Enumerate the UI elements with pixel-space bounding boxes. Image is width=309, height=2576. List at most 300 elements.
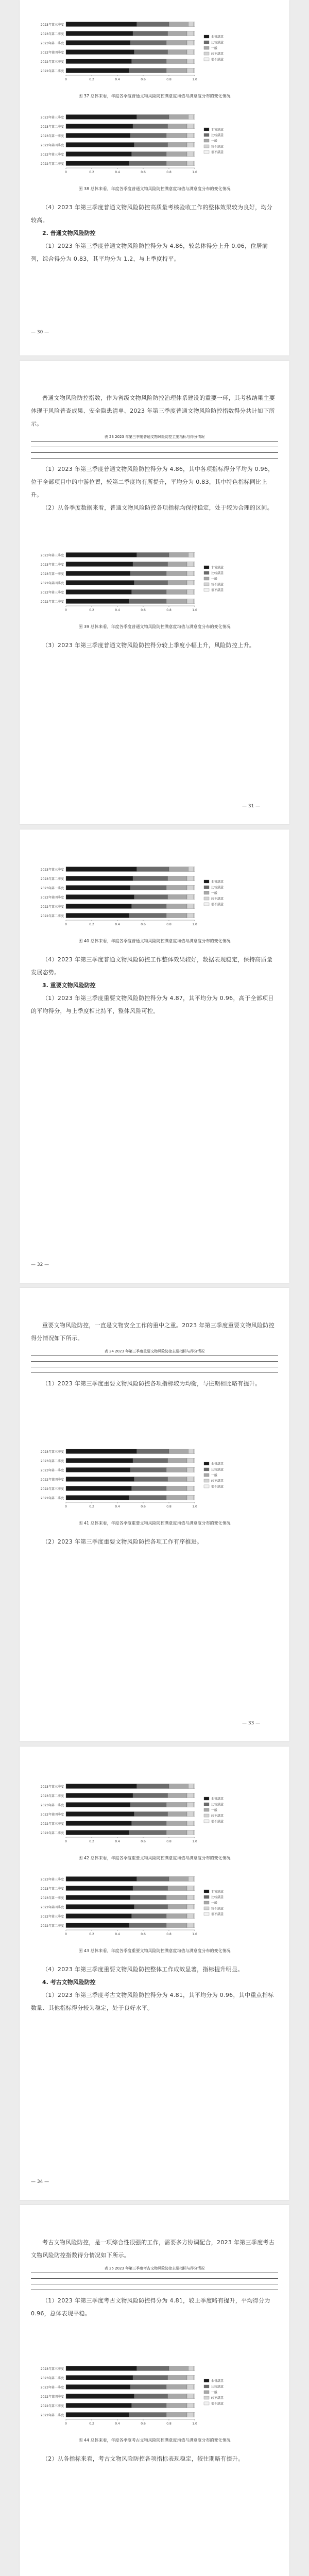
bar-segment: [132, 2403, 167, 2408]
category-label: 2022年第二季度: [40, 2414, 64, 2417]
x-tick-label: 1.0: [192, 1505, 197, 1509]
legend-swatch: [204, 2391, 209, 2394]
stacked-bar-chart: [31, 546, 239, 618]
bar-segment: [132, 1914, 167, 1919]
x-tick-label: 0.2: [89, 2422, 94, 2426]
legend-label: 较不满意: [211, 1814, 224, 1818]
bar-segment: [194, 1886, 195, 1891]
bar-segment: [169, 867, 188, 872]
bar-segment: [187, 69, 194, 73]
bar-segment: [194, 913, 195, 918]
bar-segment: [129, 599, 167, 604]
x-tick-label: 0.8: [166, 171, 171, 174]
legend-label: 一般: [211, 139, 218, 143]
bar-segment: [166, 2403, 187, 2408]
bar-segment: [187, 59, 194, 64]
bar-chart-1: [31, 15, 239, 88]
x-tick-label: 0: [65, 923, 67, 926]
bar-segment: [194, 599, 195, 604]
x-tick-label: 0: [65, 78, 67, 81]
bar-segment: [166, 1486, 187, 1491]
bar-chart-2: [31, 108, 239, 180]
bar-segment: [66, 1877, 137, 1882]
legend-label: 很不满意: [211, 1820, 224, 1824]
x-tick-label: 1.0: [192, 923, 197, 926]
bar-segment: [194, 2376, 195, 2380]
bar-segment: [66, 2376, 133, 2380]
bar-segment: [168, 1477, 187, 1482]
legend-swatch: [204, 1479, 209, 1482]
bar-segment: [166, 590, 187, 595]
x-tick-label: 0.6: [141, 923, 146, 926]
bar-segment: [187, 1459, 194, 1463]
x-tick-label: 0.6: [141, 78, 146, 81]
bar-segment: [66, 2394, 134, 2399]
legend-label: 较不满意: [211, 583, 224, 587]
category-label: 2023年第二季度: [40, 1887, 64, 1891]
x-tick-label: 0.6: [141, 171, 146, 174]
bar-segment: [132, 152, 167, 157]
bar-segment: [66, 867, 137, 872]
bar-segment: [133, 2376, 168, 2380]
bar-segment: [194, 2403, 195, 2408]
text-block: [31, 953, 278, 1018]
paragraph: 普通文物风险防控指数，作为省级文物风险防控治理体系建设的重要一环，其考核结果主要体现于风险普查成果、安全隐患清单、2023 年第三季度普通文物风险防控指数得分共计如下所示。: [31, 395, 275, 427]
legend-swatch: [204, 1797, 209, 1800]
legend-swatch: [204, 52, 209, 55]
bar-segment: [187, 886, 194, 890]
x-tick-label: 0.4: [115, 923, 120, 926]
x-tick-label: 0.2: [89, 1840, 94, 1843]
bar-segment: [187, 1895, 194, 1900]
bar-segment: [187, 1821, 194, 1826]
text-block: [31, 392, 278, 514]
bar-segment: [188, 867, 194, 872]
bar-segment: [187, 599, 194, 604]
category-label: 2023年第二季度: [40, 2377, 64, 2380]
legend-swatch: [204, 571, 209, 574]
category-label: 2023年第三季度: [40, 1878, 64, 1882]
legend-swatch: [204, 46, 209, 49]
legend-swatch: [204, 2402, 209, 2405]
bar-segment: [133, 876, 168, 881]
legend-swatch: [204, 1485, 209, 1488]
bar-segment: [168, 876, 187, 881]
bar-segment: [188, 1784, 194, 1789]
bar-segment: [194, 1459, 195, 1463]
bar-segment: [168, 124, 187, 129]
bar-segment: [168, 1793, 187, 1798]
bar-segment: [166, 41, 187, 45]
bar-segment: [129, 69, 167, 73]
paragraph: 重要文物风险防控，一直是文物安全工作的重中之重。2023 年第三季度重要文物风险防控得分情况如下所示。: [31, 1322, 275, 1342]
bar-segment: [66, 1886, 133, 1891]
stacked-bar-chart: [31, 1777, 239, 1850]
legend-swatch: [204, 2385, 209, 2388]
bar-segment: [194, 1793, 195, 1798]
bar-segment: [187, 1914, 194, 1919]
bar-segment: [187, 143, 194, 147]
legend-label: 较不满意: [211, 1907, 224, 1911]
bar-segment: [188, 22, 194, 27]
table-title: 表 24 2023 年第三季度重要文物风险防控主要指标与得分情况: [104, 1349, 205, 1353]
legend-label: 比较满意: [211, 1468, 224, 1472]
bar-segment: [166, 913, 187, 918]
x-tick-label: 0.2: [89, 78, 94, 81]
legend-label: 较不满意: [211, 2396, 224, 2400]
bar-segment: [187, 2403, 194, 2408]
bar-segment: [194, 1496, 195, 1500]
bar-segment: [137, 1449, 169, 1454]
category-label: 2023年第一季度: [40, 2386, 64, 2389]
category-label: 2022年第三季度: [40, 591, 64, 595]
bar-segment: [66, 1895, 130, 1900]
bar-segment: [134, 895, 168, 900]
x-tick-label: 0.8: [166, 1505, 171, 1509]
legend-swatch: [204, 577, 209, 580]
bar-segment: [194, 1803, 195, 1807]
bar-segment: [134, 143, 168, 147]
x-tick-label: 0: [65, 2422, 67, 2426]
legend-swatch: [204, 1901, 209, 1904]
category-label: 2022年第四季度: [40, 144, 64, 147]
bar-segment: [66, 913, 129, 918]
section-heading: 4. 考古文物风险防控: [42, 1979, 96, 1986]
category-label: 2022年第四季度: [40, 896, 64, 900]
paragraph: （1）2023 年第三季度考古文物风险防控得分为 4.81，其平均分为 0.96，其中重点指标数量、其他指标得分较为稳定，处于良好水平。: [31, 1992, 274, 2011]
data-table: [31, 441, 278, 459]
bar-segment: [194, 590, 195, 595]
bar-segment: [133, 1459, 168, 1463]
x-tick-label: 1.0: [192, 78, 197, 81]
x-tick-label: 0: [65, 1840, 67, 1843]
bar-segment: [66, 50, 134, 55]
text-block: [31, 201, 278, 265]
bar-segment: [194, 1877, 195, 1882]
bar-segment: [66, 69, 129, 73]
bar-segment: [188, 553, 194, 557]
bar-segment: [169, 553, 188, 557]
bar-segment: [66, 2366, 137, 2371]
page-number: — 34 —: [31, 2179, 49, 2184]
legend-swatch: [204, 1473, 209, 1477]
bar-segment: [166, 571, 187, 576]
legend-swatch: [204, 139, 209, 142]
bar-segment: [66, 581, 134, 585]
bar-segment: [133, 124, 168, 129]
bar-segment: [194, 133, 195, 138]
category-label: 2023年第三季度: [40, 554, 64, 557]
figure-caption: 图 37 总体来看，年度各季度普通文物风险防控满意度均值与满意度分布的变化情况: [78, 94, 231, 98]
paragraph: （4）2023 年第三季度普通文物风险防控高质量考核验收工作的整体效果较为良好，均分较高。: [31, 204, 273, 224]
bar-segment: [194, 1923, 195, 1928]
bar-segment: [133, 31, 168, 36]
bar-segment: [187, 904, 194, 909]
bar-segment: [187, 41, 194, 45]
page-number: — 32 —: [31, 1262, 49, 1267]
bar-segment: [194, 2413, 195, 2417]
legend-swatch: [204, 1808, 209, 1811]
x-tick-label: 0.4: [115, 171, 120, 174]
bar-segment: [133, 1793, 168, 1798]
bar-segment: [66, 115, 137, 120]
bar-segment: [168, 562, 187, 567]
legend-label: 很不满意: [211, 2402, 224, 2406]
bar-segment: [66, 1812, 134, 1817]
legend-swatch: [204, 1820, 209, 1823]
category-label: 2023年第一季度: [40, 1896, 64, 1900]
bar-segment: [166, 2413, 187, 2417]
legend-label: 非常满意: [211, 35, 224, 39]
x-tick-label: 0.8: [166, 608, 171, 612]
bar-segment: [66, 2403, 132, 2408]
bar-segment: [194, 867, 195, 872]
bar-segment: [66, 599, 129, 604]
category-label: 2022年第三季度: [40, 1487, 64, 1491]
legend-swatch: [204, 588, 209, 591]
paragraph: （4）2023 年第三季度普通文物风险防控工作整体效果较好，数据表现稳定，保持高质量发展态势。: [31, 956, 273, 976]
bar-segment: [187, 161, 194, 166]
bar-segment: [169, 2366, 188, 2371]
legend-swatch: [204, 2396, 209, 2399]
text-block: [31, 1319, 278, 1390]
figure-caption: 图 39 总体来看，年度各季度普通文物风险防控满意度均值与满意度分布的变化情况: [78, 624, 231, 629]
x-tick-label: 1.0: [192, 171, 197, 174]
figure-caption: 图 43 总体来看，年度各季度重要文物风险防控满意度均值与满意度分布的变化情况: [78, 1948, 231, 1953]
bar-chart-3: [31, 546, 239, 618]
bar-segment: [194, 895, 195, 900]
bar-segment: [194, 876, 195, 881]
bar-segment: [187, 1468, 194, 1472]
category-label: 2023年第一季度: [40, 887, 64, 890]
legend-label: 非常满意: [211, 566, 224, 570]
bar-segment: [66, 553, 137, 557]
bar-segment: [137, 22, 169, 27]
bar-segment: [166, 152, 187, 157]
bar-segment: [134, 1812, 168, 1817]
figure-caption: 图 40 总体来看，年度各季度普通文物风险防控满意度均值与满意度分布的变化情况: [78, 939, 231, 943]
x-tick-label: 0.4: [115, 608, 120, 612]
bar-segment: [194, 124, 195, 129]
category-label: 2022年第二季度: [40, 1924, 64, 1928]
figure-caption: 图 41 总体来看，年度各季度重要文物风险防控满意度均值与满意度分布的变化情况: [78, 1521, 231, 1526]
bar-segment: [66, 1831, 129, 1835]
text-block: [31, 1963, 278, 2014]
bar-segment: [187, 124, 194, 129]
bar-segment: [166, 133, 187, 138]
bar-segment: [168, 895, 187, 900]
stacked-bar-chart: [31, 15, 239, 88]
bar-segment: [133, 562, 168, 567]
bar-segment: [168, 2394, 187, 2399]
figure-caption: 图 44 总体来看，年度各季度考古文物风险防控满意度均值与满意度分布的变化情况: [78, 2438, 231, 2443]
bar-segment: [187, 1793, 194, 1798]
bar-segment: [194, 1784, 195, 1789]
text-block: [31, 2236, 278, 2320]
category-label: 2023年第三季度: [40, 1785, 64, 1789]
bar-segment: [187, 895, 194, 900]
figure-caption: 图 38 总体来看，年度各季度普通文物风险防控满意度均值与满意度分布的变化情况: [78, 187, 231, 191]
bar-segment: [194, 553, 195, 557]
x-tick-label: 1.0: [192, 1840, 197, 1843]
bar-segment: [194, 1468, 195, 1472]
bar-segment: [169, 1877, 188, 1882]
legend-label: 很不满意: [211, 1485, 224, 1489]
category-label: 2023年第三季度: [40, 1450, 64, 1454]
bar-segment: [188, 1877, 194, 1882]
legend-label: 较不满意: [211, 897, 224, 901]
bar-segment: [187, 1803, 194, 1807]
bar-segment: [194, 1812, 195, 1817]
legend-swatch: [204, 1814, 209, 1817]
paragraph: （2）2023 年第三季度重要文物风险防控各项工作有序推进。: [42, 1538, 203, 1545]
bar-segment: [66, 1477, 134, 1482]
category-label: 2022年第三季度: [40, 2404, 64, 2408]
x-tick-label: 1.0: [192, 608, 197, 612]
legend-swatch: [204, 1462, 209, 1465]
legend-swatch: [204, 1803, 209, 1806]
category-label: 2023年第二季度: [40, 877, 64, 881]
bar-segment: [66, 895, 134, 900]
bar-segment: [129, 1831, 167, 1835]
category-label: 2022年第二季度: [40, 1832, 64, 1835]
legend-label: 一般: [211, 1901, 218, 1905]
bar-segment: [166, 1821, 187, 1826]
category-label: 2023年第二季度: [40, 1794, 64, 1798]
bar-segment: [130, 1803, 166, 1807]
paragraph: （1）2023 年第三季度重要文物风险防控各项指标较为均衡，与往期相比略有提升。: [42, 1380, 261, 1387]
bar-segment: [137, 1784, 169, 1789]
legend-swatch: [204, 903, 209, 906]
category-label: 2023年第三季度: [40, 116, 64, 120]
bar-segment: [137, 867, 169, 872]
bar-segment: [194, 1895, 195, 1900]
bar-segment: [133, 1886, 168, 1891]
bar-segment: [130, 2385, 166, 2389]
bar-segment: [130, 133, 166, 138]
bar-segment: [66, 2413, 129, 2417]
data-table: [31, 2273, 278, 2290]
bar-segment: [66, 41, 130, 45]
category-label: 2023年第二季度: [40, 125, 64, 129]
x-tick-label: 0.8: [166, 1933, 171, 1936]
bar-segment: [194, 115, 195, 120]
bar-segment: [169, 1449, 188, 1454]
legend-swatch: [204, 58, 209, 61]
page-number: — 33 —: [242, 1721, 261, 1726]
bar-segment: [66, 904, 132, 909]
bar-segment: [66, 886, 130, 890]
x-tick-label: 0.4: [115, 1933, 120, 1936]
bar-segment: [187, 1477, 194, 1482]
bar-segment: [187, 913, 194, 918]
text-block: [31, 639, 278, 652]
x-tick-label: 0.6: [141, 1505, 146, 1509]
section-heading: 2. 普通文物风险防控: [42, 230, 96, 236]
category-label: 2022年第二季度: [40, 70, 64, 73]
bar-chart-6: [31, 1777, 239, 1850]
bar-segment: [194, 1477, 195, 1482]
legend-label: 一般: [211, 1473, 218, 1478]
bar-segment: [66, 59, 132, 64]
bar-segment: [134, 2394, 168, 2399]
legend-label: 一般: [211, 577, 218, 581]
x-tick-label: 0.6: [141, 1840, 146, 1843]
legend-swatch: [204, 1468, 209, 1471]
bar-segment: [169, 1784, 188, 1789]
bar-segment: [187, 1886, 194, 1891]
bar-segment: [130, 41, 166, 45]
bar-segment: [66, 1821, 132, 1826]
x-tick-label: 0.4: [115, 1840, 120, 1843]
stacked-bar-chart: [31, 1443, 239, 1515]
legend-swatch: [204, 145, 209, 148]
bar-segment: [194, 161, 195, 166]
bar-segment: [168, 31, 187, 36]
bar-segment: [166, 1831, 187, 1835]
bar-segment: [187, 2394, 194, 2399]
bar-segment: [66, 1793, 133, 1798]
bar-segment: [168, 143, 187, 147]
bar-segment: [194, 152, 195, 157]
stacked-bar-chart: [31, 1870, 239, 1942]
bar-segment: [134, 1905, 168, 1909]
bar-segment: [166, 599, 187, 604]
bar-segment: [187, 1486, 194, 1491]
x-tick-label: 0.8: [166, 2422, 171, 2426]
bar-segment: [187, 562, 194, 567]
category-label: 2023年第一季度: [40, 572, 64, 576]
legend-swatch: [204, 891, 209, 894]
x-tick-label: 0.6: [141, 1933, 146, 1936]
legend-swatch: [204, 1890, 209, 1893]
category-label: 2022年第四季度: [40, 582, 64, 585]
legend-label: 很不满意: [211, 1912, 224, 1917]
x-tick-label: 1.0: [192, 2422, 197, 2426]
x-tick-label: 0.4: [115, 78, 120, 81]
paragraph: （1）2023 年第三季度重要文物风险防控得分为 4.87，其平均分为 0.96，高于全部项目的平均得分，与上季度相比持平，整体风险可控。: [31, 995, 274, 1014]
bar-segment: [194, 2394, 195, 2399]
legend-label: 非常满意: [211, 1890, 224, 1894]
bar-segment: [130, 571, 166, 576]
bar-segment: [194, 1831, 195, 1835]
page-number: — 31 —: [242, 804, 261, 809]
bar-segment: [187, 152, 194, 157]
paragraph: （2）从各季度数据来看，普通文物风险防控各项指标均保持稳定，处于较为合理的区间。: [42, 504, 273, 511]
bar-segment: [194, 31, 195, 36]
bar-chart-7: [31, 1870, 239, 1942]
bar-segment: [166, 1803, 187, 1807]
bar-segment: [66, 1449, 137, 1454]
category-label: 2023年第一季度: [40, 42, 64, 45]
bar-segment: [194, 2366, 195, 2371]
bar-segment: [66, 1923, 129, 1928]
bar-segment: [66, 133, 130, 138]
legend-label: 比较满意: [211, 1895, 224, 1900]
bar-segment: [187, 1831, 194, 1835]
legend-label: 非常满意: [211, 128, 224, 132]
category-label: 2022年第三季度: [40, 60, 64, 64]
bar-segment: [168, 1905, 187, 1909]
bar-segment: [166, 161, 187, 166]
category-label: 2023年第三季度: [40, 23, 64, 27]
table-title: 表 25 2023 年第三季度考古文物风险防控主要指标与得分情况: [104, 2266, 205, 2270]
paragraph: （4）2023 年第三季度重要文物风险防控整体工作成效显著，指标提升明显。: [42, 1966, 244, 1973]
legend-swatch: [204, 566, 209, 569]
legend-swatch: [204, 1907, 209, 1910]
legend-label: 一般: [211, 1808, 218, 1812]
bar-segment: [130, 886, 166, 890]
